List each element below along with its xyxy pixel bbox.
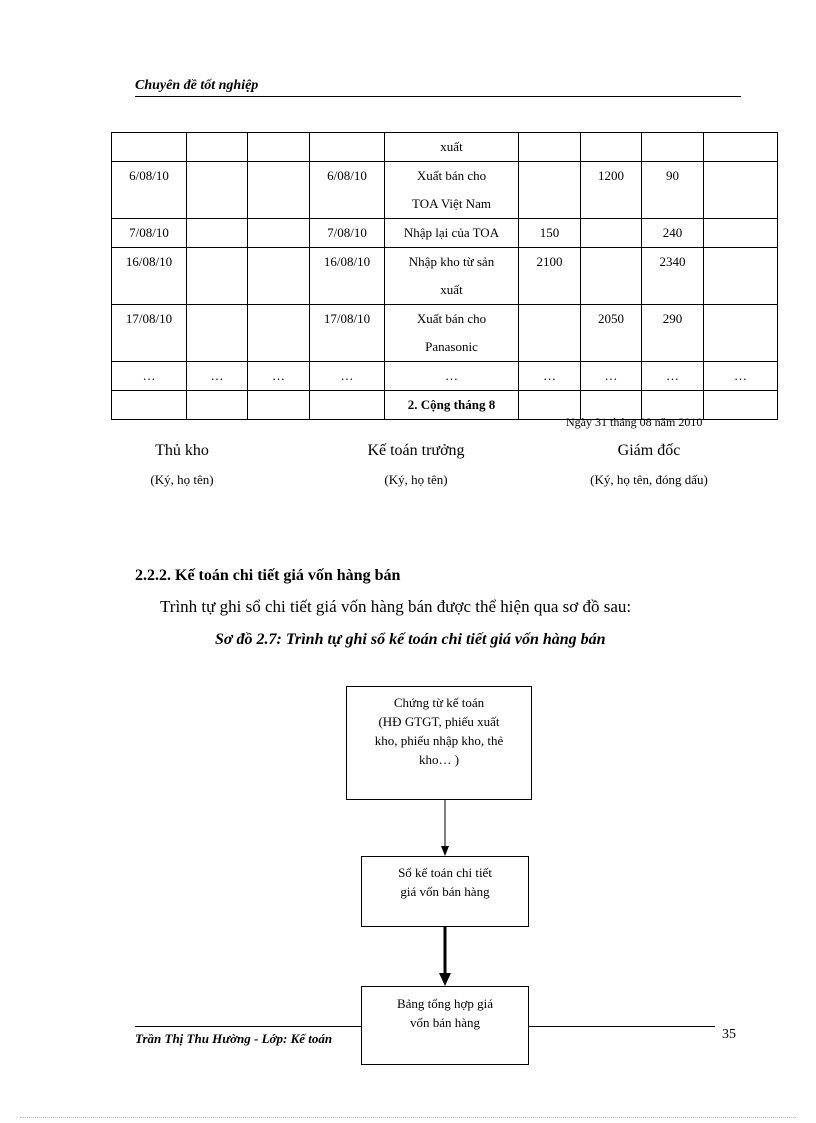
box-detail-ledger [361, 856, 529, 927]
cell-value: 6/08/10 [129, 168, 169, 183]
cell-line: Nhập kho từ sản [408, 254, 495, 269]
signature-note: (Ký, họ tên) [150, 472, 214, 487]
cell-value: 16/08/10 [323, 254, 371, 269]
cell-value: 90 [666, 168, 679, 183]
header-title: Chuyên đề tốt nghiệp [135, 78, 259, 93]
section-body: Trình tự ghi sổ chi tiết giá vốn hàng bán được thể hiện qua sơ đồ sau: [160, 597, 632, 616]
cell-value: 2050 [598, 311, 624, 326]
signature-note: (Ký, họ tên, đóng dấu) [590, 472, 708, 487]
signature-role: Kế toán trưởng [367, 442, 465, 459]
cell-line: TOA Việt Nam [412, 196, 491, 211]
diagram-title: Sơ đồ 2.7: Trình tự ghi sổ kế toán chi tiết giá vốn hàng bán [215, 631, 606, 648]
box-line: kho, phiếu nhập kho, thẻ [374, 733, 504, 748]
cell-value: 2100 [536, 254, 563, 269]
box-line: giá vốn bán hàng [400, 884, 490, 899]
section-title: 2.2.2. Kế toán chi tiết giá vốn hàng bán [135, 567, 401, 584]
signature-role: Thủ kho [155, 442, 209, 459]
cell-value: 150 [539, 225, 560, 240]
signature-note: (Ký, họ tên) [384, 472, 448, 487]
cell-value: 2340 [659, 254, 686, 269]
cell-value: 290 [662, 311, 683, 326]
cell-value: 17/08/10 [323, 311, 371, 326]
cell-value: … [666, 368, 679, 383]
cell-value: … [340, 368, 354, 383]
box-line: Chứng từ kế toán [393, 695, 485, 710]
arrow-2-head [439, 973, 451, 986]
page-edge [20, 1117, 796, 1118]
cell-value: … [543, 368, 556, 383]
cell-value: 17/08/10 [125, 311, 173, 326]
cell-line: Nhập lại của TOA [403, 225, 500, 240]
cell-value: 7/08/10 [327, 225, 367, 240]
cell-line: 2. Cộng tháng 8 [407, 397, 496, 412]
page-number: 35 [722, 1027, 736, 1042]
cell-value: 1200 [598, 168, 624, 183]
cell-value: 240 [662, 225, 683, 240]
arrow-1-head [441, 846, 449, 856]
cell-value: … [142, 368, 156, 383]
cell-line: … [445, 368, 458, 383]
cell-line: xuất [440, 282, 463, 297]
box-line: Sổ kế toán chi tiết [398, 865, 492, 880]
cell-value: 16/08/10 [125, 254, 173, 269]
signing-date: Ngày 31 tháng 08 năm 2010 [566, 415, 703, 429]
cell-line: Xuất bán cho [416, 168, 487, 183]
cell-value: … [734, 368, 747, 383]
cell-line: Panasonic [425, 339, 478, 354]
cell-value: … [272, 368, 285, 383]
cell-value: … [604, 368, 618, 383]
cell-line: Xuất bán cho [416, 311, 487, 326]
box-line: (HĐ GTGT, phiếu xuất [378, 714, 500, 729]
cell-line: xuất [440, 139, 463, 154]
box-line: vốn bán hàng [409, 1015, 481, 1030]
box-summary-table [361, 986, 529, 1065]
footer-author: Trần Thị Thu Hường - Lớp: Kế toán [135, 1031, 333, 1046]
box-line: Bảng tổng hợp giá [396, 996, 494, 1011]
signature-role: Giám đốc [617, 442, 681, 459]
cell-value: 6/08/10 [327, 168, 367, 183]
box-line: kho… ) [418, 752, 460, 767]
cell-value: … [210, 368, 224, 383]
cell-value: 7/08/10 [129, 225, 169, 240]
